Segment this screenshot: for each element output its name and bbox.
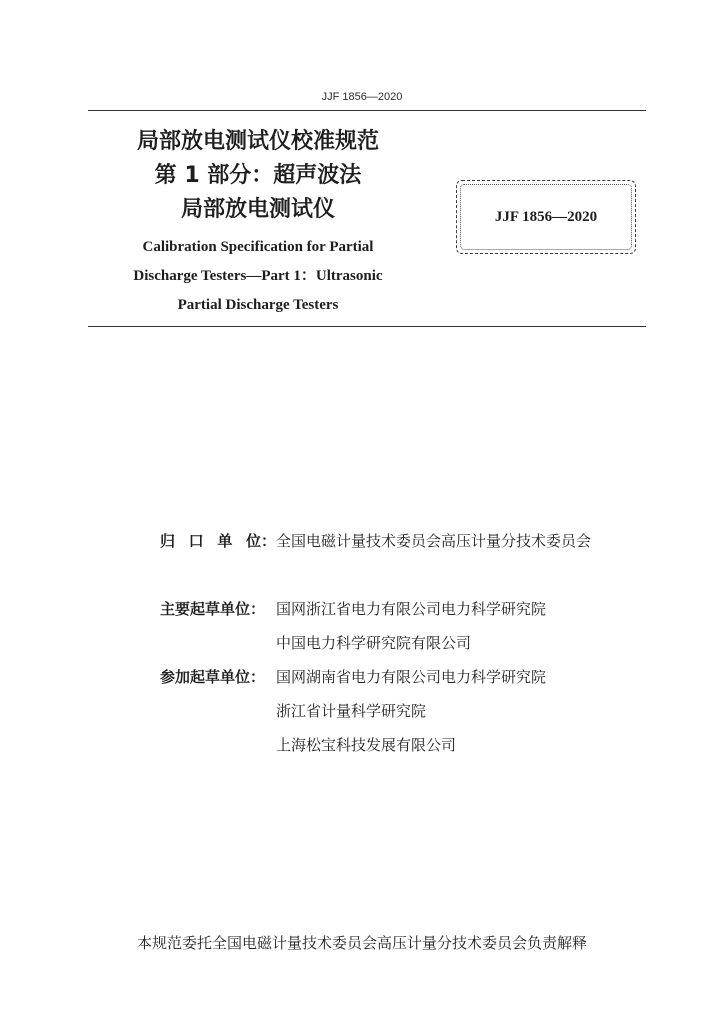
participating-drafting-unit: 国网湖南省电力有限公司电力科学研究院 xyxy=(276,668,547,686)
label-colon: ： xyxy=(260,532,276,550)
main-drafting-unit: 国网浙江省电力有限公司电力科学研究院 xyxy=(276,600,547,618)
en-title xyxy=(88,233,428,320)
label-char: 归 xyxy=(160,532,176,550)
en-title-line-1: Calibration Specification for Partial xyxy=(142,239,374,255)
responsible-unit-label xyxy=(160,524,276,558)
main-drafting-row xyxy=(160,592,591,660)
participating-drafting-row xyxy=(160,660,591,762)
title-block xyxy=(88,125,428,320)
responsible-unit-row xyxy=(160,524,591,558)
main-drafting-unit: 中国电力科学研究院有限公司 xyxy=(276,634,472,652)
label-char: 口 xyxy=(188,532,204,550)
top-rule xyxy=(88,110,646,111)
participating-drafting-unit: 上海松宝科技发展有限公司 xyxy=(276,736,457,754)
standard-code: JJF 1856—2020 xyxy=(494,208,598,225)
running-header-code: JJF 1856—2020 xyxy=(321,91,403,103)
standard-code-box xyxy=(456,180,636,254)
participating-drafting-unit: 浙江省计量科学研究院 xyxy=(276,702,427,720)
bottom-rule xyxy=(88,326,646,327)
label-char: 位 xyxy=(245,532,261,550)
cn-title-line-3: 局部放电测试仪 xyxy=(180,197,335,222)
interpretation-note: 本规范委托全国电磁计量技术委员会高压计量分技术委员会负责解释 xyxy=(136,934,587,952)
participating-label-text: 参加起草单位 xyxy=(160,668,251,686)
drafting-units xyxy=(160,524,591,762)
main-drafting-label xyxy=(160,592,276,660)
label-char: 单 xyxy=(217,532,233,550)
cn-title-line-1: 局部放电测试仪校准规范 xyxy=(136,129,379,154)
main-drafting-label-text: 主要起草单位 xyxy=(160,600,251,618)
label-colon: ： xyxy=(250,600,266,618)
en-title-line-2: Discharge Testers—Part 1：Ultrasonic xyxy=(133,268,383,284)
label-colon: ： xyxy=(250,668,266,686)
en-title-line-3: Partial Discharge Testers xyxy=(177,297,339,313)
responsible-unit: 全国电磁计量技术委员会高压计量分技术委员会 xyxy=(276,532,592,550)
cn-title-line-2: 第 1 部分：超声波法 xyxy=(154,163,362,188)
participating-drafting-label xyxy=(160,660,276,762)
